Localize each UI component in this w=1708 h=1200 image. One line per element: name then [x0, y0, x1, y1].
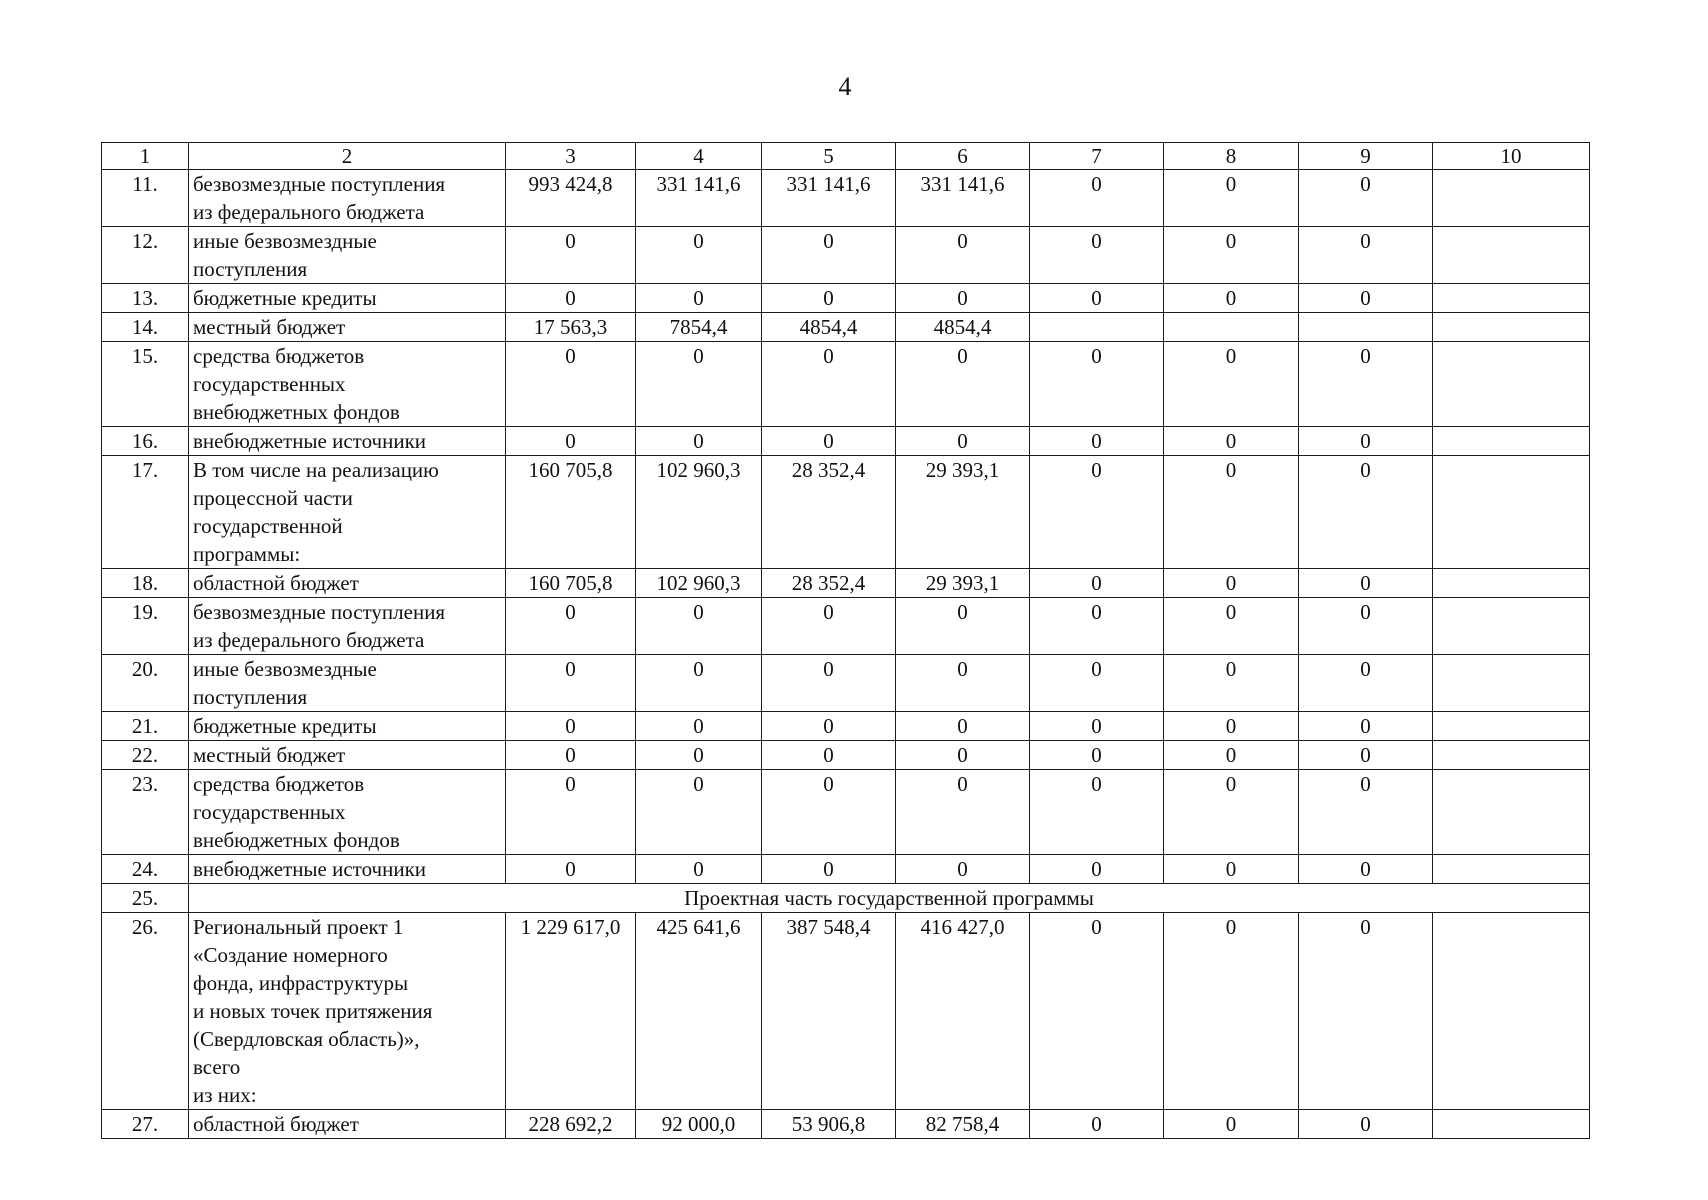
- value-cell: 0: [762, 598, 896, 655]
- value-cell: 0: [1030, 569, 1164, 598]
- value-cell: 0: [506, 855, 636, 884]
- page-number: 4: [838, 72, 852, 101]
- value-cell: 0: [1030, 1110, 1164, 1139]
- value-cell: 0: [1164, 456, 1299, 569]
- value-cell: 0: [636, 655, 762, 712]
- table-row: [102, 913, 1590, 1110]
- row-label-line: всего: [193, 1055, 241, 1079]
- row-number: 26.: [102, 913, 189, 1110]
- table-row: [102, 712, 1590, 741]
- value-cell: 0: [1164, 342, 1299, 427]
- value-cell: 160 705,8: [506, 569, 636, 598]
- row-label: [189, 598, 506, 655]
- value-cell: 425 641,6: [636, 913, 762, 1110]
- value-cell: 0: [896, 342, 1030, 427]
- value-cell: 0: [762, 770, 896, 855]
- budget-table: [101, 142, 1590, 1139]
- value-cell: 0: [1299, 284, 1433, 313]
- row-number: 25.: [102, 884, 189, 913]
- value-cell: 0: [506, 712, 636, 741]
- row-label: [189, 456, 506, 569]
- row-label: [189, 427, 506, 456]
- row-label-line: (Свердловская область)»,: [193, 1027, 420, 1051]
- value-cell: 0: [636, 770, 762, 855]
- value-cell: 0: [1164, 427, 1299, 456]
- table-row: [102, 770, 1590, 855]
- row-label-line: государственных: [193, 372, 346, 396]
- value-cell: 0: [1164, 712, 1299, 741]
- table-row: [102, 456, 1590, 569]
- value-cell: 0: [506, 284, 636, 313]
- row-label-line: поступления: [193, 257, 308, 281]
- value-cell: 0: [762, 227, 896, 284]
- value-cell: [1433, 741, 1590, 770]
- value-cell: 0: [1299, 712, 1433, 741]
- column-number: 6: [896, 143, 1030, 170]
- row-label-line: внебюджетных фондов: [193, 400, 400, 424]
- value-cell: 0: [636, 342, 762, 427]
- value-cell: 92 000,0: [636, 1110, 762, 1139]
- row-label-line: иные безвозмездные: [193, 657, 377, 681]
- value-cell: 0: [762, 712, 896, 741]
- value-cell: 28 352,4: [762, 569, 896, 598]
- row-label: [189, 913, 506, 1110]
- column-number: 3: [506, 143, 636, 170]
- row-label: [189, 770, 506, 855]
- value-cell: 0: [1299, 170, 1433, 227]
- value-cell: 0: [762, 427, 896, 456]
- row-label-line: государственной: [193, 514, 343, 538]
- value-cell: 0: [896, 598, 1030, 655]
- value-cell: 29 393,1: [896, 456, 1030, 569]
- value-cell: 0: [896, 855, 1030, 884]
- value-cell: [1433, 569, 1590, 598]
- value-cell: 0: [1299, 855, 1433, 884]
- row-label-line: внебюджетных фондов: [193, 828, 400, 852]
- value-cell: 0: [896, 284, 1030, 313]
- row-label-line: государственных: [193, 800, 346, 824]
- value-cell: 102 960,3: [636, 456, 762, 569]
- value-cell: 0: [506, 598, 636, 655]
- value-cell: [1299, 313, 1433, 342]
- row-label-line: областной бюджет: [193, 571, 359, 595]
- row-label-line: местный бюджет: [193, 743, 346, 767]
- row-label: [189, 855, 506, 884]
- value-cell: 0: [1164, 569, 1299, 598]
- value-cell: 0: [1299, 598, 1433, 655]
- value-cell: 0: [1030, 170, 1164, 227]
- column-number-row: [102, 143, 1590, 170]
- value-cell: 28 352,4: [762, 456, 896, 569]
- row-label-line: безвозмездные поступления: [193, 600, 446, 624]
- value-cell: 4854,4: [762, 313, 896, 342]
- value-cell: 0: [506, 655, 636, 712]
- row-label: [189, 342, 506, 427]
- table-row: [102, 427, 1590, 456]
- value-cell: 0: [896, 227, 1030, 284]
- value-cell: [1433, 342, 1590, 427]
- row-label-line: бюджетные кредиты: [193, 714, 377, 738]
- row-number: 20.: [102, 655, 189, 712]
- table-row: [102, 227, 1590, 284]
- value-cell: 0: [1299, 569, 1433, 598]
- column-number: 2: [189, 143, 506, 170]
- value-cell: 0: [1299, 1110, 1433, 1139]
- row-label: [189, 741, 506, 770]
- row-label: [189, 170, 506, 227]
- row-label: [189, 655, 506, 712]
- row-label-line: внебюджетные источники: [193, 429, 427, 453]
- row-label-line: Региональный проект 1: [193, 915, 404, 939]
- value-cell: [1433, 712, 1590, 741]
- table-row: [102, 598, 1590, 655]
- row-number: 22.: [102, 741, 189, 770]
- row-label-line: и новых точек притяжения: [193, 999, 433, 1023]
- value-cell: [1433, 913, 1590, 1110]
- value-cell: [1433, 284, 1590, 313]
- value-cell: 0: [1299, 770, 1433, 855]
- row-label: [189, 227, 506, 284]
- value-cell: 0: [636, 227, 762, 284]
- value-cell: 0: [762, 655, 896, 712]
- value-cell: 0: [636, 855, 762, 884]
- row-label-line: из федерального бюджета: [193, 628, 425, 652]
- row-number: 24.: [102, 855, 189, 884]
- table-row: [102, 313, 1590, 342]
- row-label-line: безвозмездные поступления: [193, 172, 446, 196]
- value-cell: 82 758,4: [896, 1110, 1030, 1139]
- value-cell: 387 548,4: [762, 913, 896, 1110]
- value-cell: 0: [636, 598, 762, 655]
- value-cell: 0: [1030, 913, 1164, 1110]
- row-number: 27.: [102, 1110, 189, 1139]
- value-cell: 0: [1299, 741, 1433, 770]
- value-cell: 0: [506, 770, 636, 855]
- value-cell: 0: [1299, 456, 1433, 569]
- column-number: 7: [1030, 143, 1164, 170]
- value-cell: 0: [636, 284, 762, 313]
- column-number: 9: [1299, 143, 1433, 170]
- value-cell: [1433, 456, 1590, 569]
- row-number: 13.: [102, 284, 189, 313]
- value-cell: 0: [1030, 655, 1164, 712]
- row-number: 14.: [102, 313, 189, 342]
- value-cell: 0: [1030, 427, 1164, 456]
- row-number: 16.: [102, 427, 189, 456]
- value-cell: 0: [1030, 855, 1164, 884]
- value-cell: 0: [896, 741, 1030, 770]
- row-label-line: «Создание номерного: [193, 943, 388, 967]
- value-cell: 0: [506, 342, 636, 427]
- value-cell: [1433, 598, 1590, 655]
- row-label-line: процессной части: [193, 486, 353, 510]
- row-label-line: внебюджетные источники: [193, 857, 427, 881]
- table-row: [102, 284, 1590, 313]
- value-cell: 0: [636, 427, 762, 456]
- value-cell: 0: [636, 741, 762, 770]
- value-cell: 0: [1030, 770, 1164, 855]
- row-label-line: из федерального бюджета: [193, 200, 425, 224]
- table-row: [102, 855, 1590, 884]
- value-cell: 0: [1164, 655, 1299, 712]
- value-cell: [1433, 655, 1590, 712]
- value-cell: [1433, 1110, 1590, 1139]
- row-label-line: средства бюджетов: [193, 344, 365, 368]
- row-number: 17.: [102, 456, 189, 569]
- value-cell: 0: [1164, 741, 1299, 770]
- section-heading: Проектная часть государственной программы: [189, 884, 1590, 913]
- row-label: [189, 569, 506, 598]
- row-number: 11.: [102, 170, 189, 227]
- value-cell: 0: [1299, 913, 1433, 1110]
- value-cell: 160 705,8: [506, 456, 636, 569]
- row-label-line: В том числе на реализацию: [193, 458, 439, 482]
- row-number: 21.: [102, 712, 189, 741]
- value-cell: 17 563,3: [506, 313, 636, 342]
- row-label-line: поступления: [193, 685, 308, 709]
- row-number: 18.: [102, 569, 189, 598]
- value-cell: 0: [1030, 342, 1164, 427]
- table-row: [102, 1110, 1590, 1139]
- row-number: 12.: [102, 227, 189, 284]
- value-cell: 0: [1164, 913, 1299, 1110]
- value-cell: 0: [1164, 855, 1299, 884]
- row-label-line: областной бюджет: [193, 1112, 359, 1136]
- value-cell: 0: [1164, 227, 1299, 284]
- table-row: [102, 342, 1590, 427]
- value-cell: 102 960,3: [636, 569, 762, 598]
- row-label-line: средства бюджетов: [193, 772, 365, 796]
- row-number: 19.: [102, 598, 189, 655]
- value-cell: 416 427,0: [896, 913, 1030, 1110]
- value-cell: [1433, 170, 1590, 227]
- row-label: [189, 313, 506, 342]
- value-cell: 331 141,6: [762, 170, 896, 227]
- value-cell: 0: [636, 712, 762, 741]
- value-cell: 0: [1030, 456, 1164, 569]
- value-cell: 0: [896, 655, 1030, 712]
- value-cell: 993 424,8: [506, 170, 636, 227]
- value-cell: 0: [1164, 170, 1299, 227]
- value-cell: 0: [762, 342, 896, 427]
- value-cell: 1 229 617,0: [506, 913, 636, 1110]
- value-cell: 0: [1299, 227, 1433, 284]
- value-cell: 0: [1030, 741, 1164, 770]
- row-label-line: фонда, инфраструктуры: [193, 971, 409, 995]
- value-cell: 0: [506, 741, 636, 770]
- row-label-line: из них:: [193, 1083, 257, 1107]
- table-row: [102, 655, 1590, 712]
- value-cell: 0: [506, 427, 636, 456]
- value-cell: [1433, 770, 1590, 855]
- row-label-line: местный бюджет: [193, 315, 346, 339]
- value-cell: 0: [1164, 1110, 1299, 1139]
- value-cell: 29 393,1: [896, 569, 1030, 598]
- value-cell: 0: [762, 284, 896, 313]
- value-cell: 0: [1164, 284, 1299, 313]
- value-cell: 0: [896, 770, 1030, 855]
- value-cell: 331 141,6: [636, 170, 762, 227]
- value-cell: 4854,4: [896, 313, 1030, 342]
- value-cell: 0: [506, 227, 636, 284]
- value-cell: 228 692,2: [506, 1110, 636, 1139]
- row-number: 23.: [102, 770, 189, 855]
- value-cell: [1433, 227, 1590, 284]
- value-cell: 0: [896, 427, 1030, 456]
- value-cell: 0: [1030, 598, 1164, 655]
- value-cell: 331 141,6: [896, 170, 1030, 227]
- value-cell: [1433, 313, 1590, 342]
- column-number: 4: [636, 143, 762, 170]
- value-cell: 0: [1299, 342, 1433, 427]
- value-cell: 0: [896, 712, 1030, 741]
- row-number: 15.: [102, 342, 189, 427]
- value-cell: 0: [1030, 712, 1164, 741]
- column-number: 5: [762, 143, 896, 170]
- value-cell: 0: [1299, 655, 1433, 712]
- row-label: [189, 712, 506, 741]
- value-cell: [1433, 855, 1590, 884]
- column-number: 8: [1164, 143, 1299, 170]
- table-row: [102, 884, 1590, 913]
- value-cell: 0: [762, 741, 896, 770]
- value-cell: 0: [1164, 770, 1299, 855]
- table-row: [102, 741, 1590, 770]
- table-row: [102, 170, 1590, 227]
- value-cell: 0: [1030, 227, 1164, 284]
- value-cell: 0: [1030, 284, 1164, 313]
- value-cell: 0: [1164, 598, 1299, 655]
- row-label: [189, 284, 506, 313]
- table-row: [102, 569, 1590, 598]
- value-cell: 53 906,8: [762, 1110, 896, 1139]
- row-label-line: программы:: [193, 542, 301, 566]
- value-cell: [1433, 427, 1590, 456]
- value-cell: [1164, 313, 1299, 342]
- value-cell: [1030, 313, 1164, 342]
- row-label: [189, 1110, 506, 1139]
- value-cell: 0: [762, 855, 896, 884]
- column-number: 1: [102, 143, 189, 170]
- column-number: 10: [1433, 143, 1590, 170]
- row-label-line: иные безвозмездные: [193, 229, 377, 253]
- value-cell: 0: [1299, 427, 1433, 456]
- row-label-line: бюджетные кредиты: [193, 286, 377, 310]
- value-cell: 7854,4: [636, 313, 762, 342]
